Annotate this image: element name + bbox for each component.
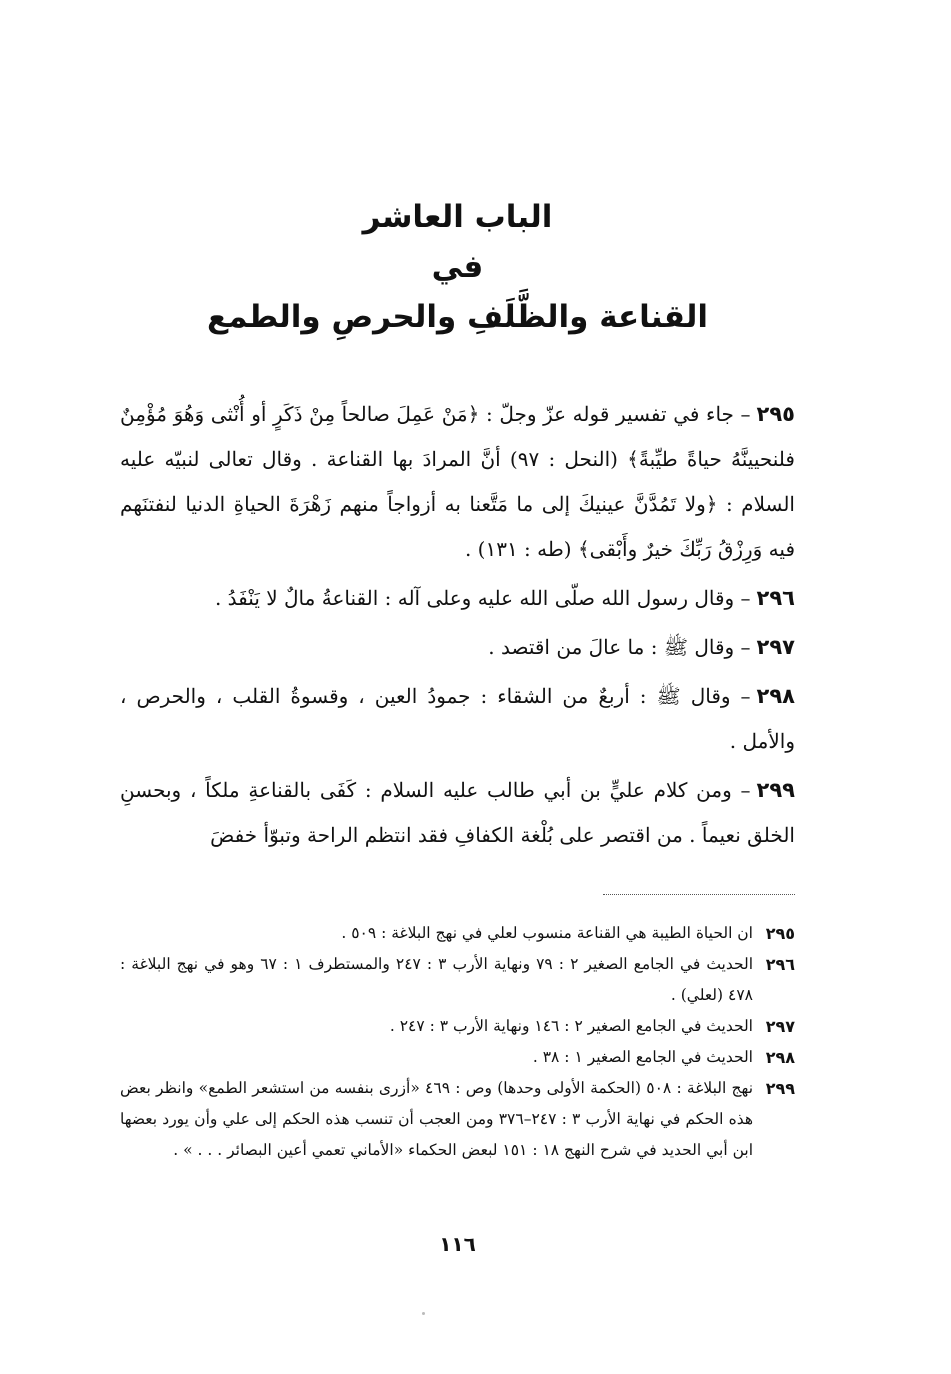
footnote-text: الحديث في الجامع الصغير ١ : ٣٨ . [532, 1048, 753, 1066]
paragraph-text: – جاء في تفسير قوله عزّ وجلّ : ﴿مَنْ عَمِلَ صالحاً مِنْ ذَكَرٍ أو أُنْثى وَهُوَ مُؤْمِنٌ فلنحيينَّهُ حياةً طيِّبةً﴾ (النحل : ٩٧) أنَّ المرادَ بها القناعة . وقال تعالى لنبيّه عليه السلام : ﴿ولا تَمُدَّنَّ عينيكَ إلى ما مَتَّعنا به أزواجاً منهم زَهْرَةَ الحياةِ الدنيا لنفتنَهم فيه وَرِزْقُ رَبِّكَ خيرٌ وأَبْقى﴾ (طه : ١٣١) . [120, 402, 795, 561]
footnote-text: الحديث في الجامع الصغير ٢ : ٧٩ ونهاية الأرب ٣ : ٢٤٧ والمستطرف ١ : ٦٧ وهو في نهج البلاغة : ٤٧٨ (لعلي) . [120, 955, 754, 1004]
paragraph-text: – ومن كلام عليٍّ بن أبي طالب عليه السلام : كَفَى بالقناعةِ ملكاً ، وبحسنِ الخلق نعيماً . من اقتصر على بُلْغة الكفافِ فقد انتظم الراحة وتبوّأ خفضَ [120, 778, 795, 847]
footnote-number: ٢٩٩ [765, 1079, 795, 1098]
paragraph-298 [120, 674, 795, 764]
footnote-295 [120, 918, 795, 949]
footnote-text: ان الحياة الطيبة هي القناعة منسوب لعلي في نهج البلاغة : ٥٠٩ . [341, 924, 753, 942]
paragraph-text: – وقال ﷺ : ما عالَ من اقتصد . [488, 635, 751, 659]
page-number: ١١٦ [439, 1232, 476, 1256]
footnote-297 [120, 1011, 795, 1042]
chapter-title-connector: في [431, 249, 484, 285]
paragraph-number: ٢٩٨ [756, 684, 795, 708]
footnote-number: ٢٩٥ [765, 924, 795, 943]
paragraph-text: – وقال رسول الله صلّى الله عليه وعلى آله : القناعةُ مالٌ لا يَنْفَدُ . [214, 586, 751, 610]
paragraph-number: ٢٩٧ [756, 635, 795, 659]
footnote-299 [120, 1073, 795, 1166]
paragraph-number: ٢٩٦ [756, 586, 795, 610]
paragraph-299 [120, 768, 795, 858]
paragraph-295 [120, 392, 795, 572]
main-text [120, 392, 795, 862]
paragraph-number: ٢٩٥ [756, 402, 795, 426]
footnote-number: ٢٩٦ [765, 955, 795, 974]
paragraph-text: – وقال ﷺ : أربعٌ من الشقاء : جمودُ العين ، وقسوةُ القلب ، والحرص ، والأمل . [120, 684, 795, 753]
footnote-number: ٢٩٨ [765, 1048, 795, 1067]
paragraph-number: ٢٩٩ [756, 778, 795, 802]
paragraph-297 [120, 625, 795, 670]
footnote-text: الحديث في الجامع الصغير ٢ : ١٤٦ ونهاية الأرب ٣ : ٢٤٧ . [389, 1017, 753, 1035]
chapter-heading [120, 192, 795, 342]
footnote-296 [120, 949, 795, 1011]
footnote-298 [120, 1042, 795, 1073]
chapter-title: الباب العاشر [362, 199, 553, 235]
scan-speck [422, 1312, 425, 1315]
footnote-number: ٢٩٧ [765, 1017, 795, 1036]
book-page [120, 0, 795, 1374]
chapter-subject: القناعة والظَّلَفِ والحرصِ والطمع [206, 299, 709, 335]
footnote-separator [603, 894, 795, 895]
paragraph-296 [120, 576, 795, 621]
footnote-text: نهج البلاغة : ٥٠٨ (الحكمة الأولى وحدها) وص : ٤٦٩ «أزرى بنفسه من استشعر الطمع» وانظر بعض هذه الحكم في نهاية الأرب ٣ : ٢٤٧–٣٧٦ ومن العجب أن تنسب هذه الحكم إلى علي وأن يورد بعضها ابن أبي الحديد في شرح النهج ١٨ : ١٥١ لبعض الحكماء «الأماني تعمي أعين البصائر . . . » . [120, 1079, 754, 1159]
footnotes [120, 918, 795, 1166]
